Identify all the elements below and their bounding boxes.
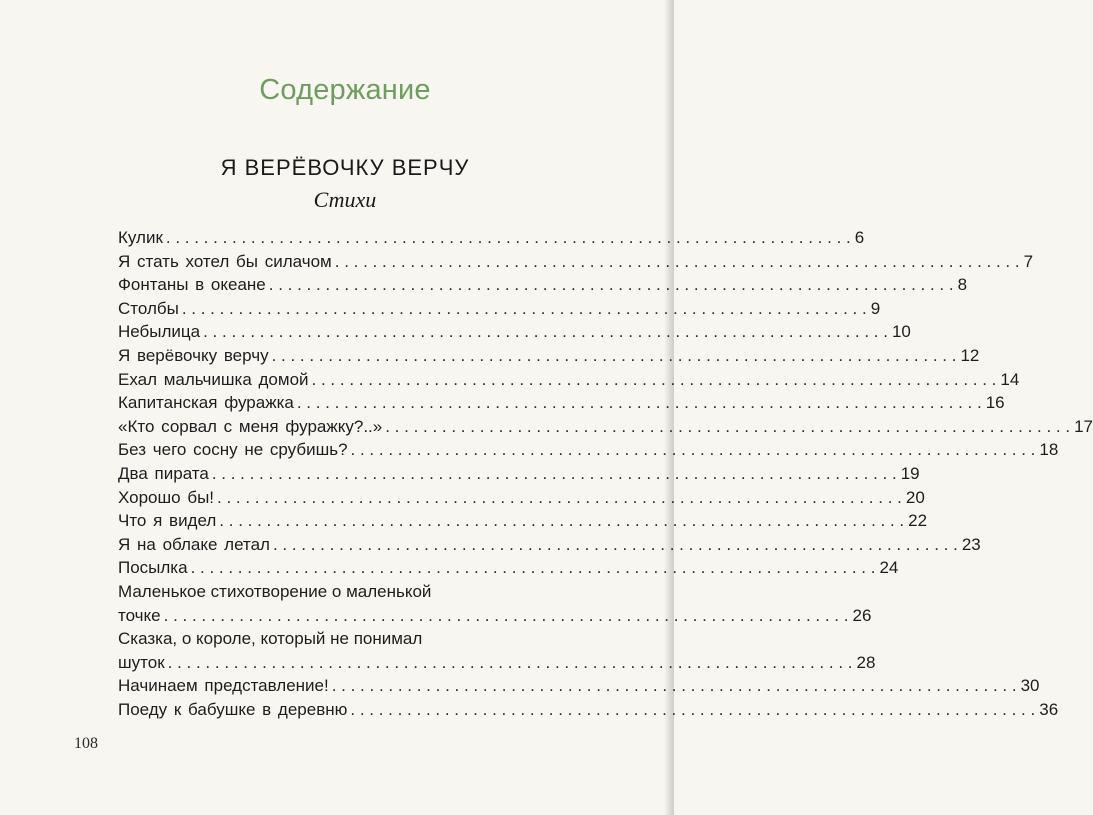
toc-entry	[118, 297, 881, 321]
toc-entry-page: 24	[879, 558, 899, 578]
toc-entry-page: 23	[961, 534, 981, 554]
toc-entry-title: Капитанская фуражка	[118, 393, 294, 413]
toc-dot-leader	[203, 320, 888, 344]
toc-entry-page: 18	[1039, 440, 1059, 460]
toc-dot-leader	[335, 250, 1020, 274]
toc-entry-title: Два пирата	[118, 463, 209, 483]
toc-entry-page: 26	[852, 605, 872, 625]
section-title: Я ВЕРЁВОЧКУ ВЕРЧУ	[220, 155, 470, 180]
toc-dot-leader	[273, 533, 958, 557]
toc-entry	[118, 698, 1059, 722]
toc-entry-title: точке	[118, 605, 161, 625]
toc-entry	[118, 391, 1005, 415]
toc-dot-leader	[385, 415, 1070, 439]
toc-entry-page: 28	[856, 652, 876, 672]
toc-entry	[118, 250, 1034, 274]
toc-entry-page: 9	[870, 298, 881, 318]
toc-dot-leader	[164, 604, 849, 628]
toc-entry-title: «Кто сорвал с меня фуражку?..»	[118, 416, 383, 436]
toc-dot-leader	[297, 391, 982, 415]
toc-dot-leader	[351, 438, 1036, 462]
toc-entry-page: 8	[957, 275, 968, 295]
toc-entry-page: 16	[985, 393, 1005, 413]
toc-entry	[118, 438, 1059, 462]
toc-entry-title: Кулик	[118, 228, 163, 247]
toc-entry	[118, 320, 911, 344]
toc-entry-page: 19	[900, 463, 920, 483]
toc-dot-leader	[217, 486, 902, 510]
toc-entry-title: Столбы	[118, 298, 179, 318]
toc-entry-page: 22	[908, 511, 928, 531]
toc-entry	[118, 344, 980, 368]
toc-entry-page: 20	[905, 487, 925, 507]
toc-dot-leader	[182, 297, 867, 321]
toc-entry-title: Я на облаке летал	[118, 534, 270, 554]
toc-dot-leader	[269, 273, 954, 297]
toc-dot-leader	[312, 368, 997, 392]
toc-dot-leader	[350, 698, 1035, 722]
contents-heading: Содержание	[259, 74, 431, 106]
toc-dot-leader	[332, 674, 1017, 698]
toc-dot-leader	[168, 651, 853, 675]
toc-entry-page: 17	[1074, 416, 1093, 436]
toc-dot-leader	[212, 462, 897, 486]
toc-entry-title: Хорошо бы!	[118, 487, 215, 507]
toc-entry	[118, 462, 920, 486]
toc-entry-page: 14	[1000, 369, 1020, 389]
toc-entry-page: 6	[854, 228, 865, 247]
toc-entry	[118, 674, 1040, 698]
toc-entry-title: Без чего сосну не срубишь?	[118, 440, 348, 460]
toc-entry-title: Поеду к бабушке в деревню	[118, 699, 348, 719]
toc-entry	[118, 415, 1093, 439]
toc-entry-page: 7	[1023, 251, 1034, 271]
toc-entry-title: Я стать хотел бы силачом	[118, 251, 332, 271]
toc-entry-page: 12	[960, 345, 980, 365]
toc-entry-title: Посылка	[118, 558, 188, 578]
toc-dot-leader	[219, 509, 904, 533]
toc-entry	[118, 604, 872, 628]
toc-entry-page: 30	[1020, 676, 1040, 696]
toc-entry-title: Ехал мальчишка домой	[118, 369, 309, 389]
toc-entry	[118, 651, 876, 675]
toc-dot-leader	[166, 226, 851, 250]
toc-entry-title: Небылица	[118, 322, 201, 342]
toc-entry-title: шуток	[118, 652, 165, 672]
toc-dot-leader	[191, 556, 876, 580]
toc-entry-title: Начинаем представление!	[118, 676, 329, 696]
toc-entry	[118, 556, 899, 580]
toc-entry-title: Я верёвочку верчу	[118, 345, 269, 365]
toc-entry-page: 10	[891, 322, 911, 342]
toc-entry-page: 36	[1039, 699, 1059, 719]
toc-entry	[118, 273, 968, 297]
toc-entry-title: Что я видел	[118, 511, 217, 531]
toc-entry	[118, 533, 981, 557]
page-number: 108	[74, 735, 98, 752]
toc-entry-title-line: Маленькое стихотворение о маленькой	[118, 581, 432, 601]
toc-dot-leader	[272, 344, 957, 368]
toc-entry-title: Фонтаны в океане	[118, 275, 266, 295]
table-of-contents	[118, 226, 1093, 721]
toc-entry-title-line: Сказка, о короле, который не понимал	[118, 629, 423, 649]
toc-entry	[118, 226, 865, 250]
section-subtitle: Стихи	[313, 187, 377, 212]
toc-entry	[118, 509, 928, 533]
toc-entry	[118, 368, 1020, 392]
toc-entry	[118, 486, 925, 510]
